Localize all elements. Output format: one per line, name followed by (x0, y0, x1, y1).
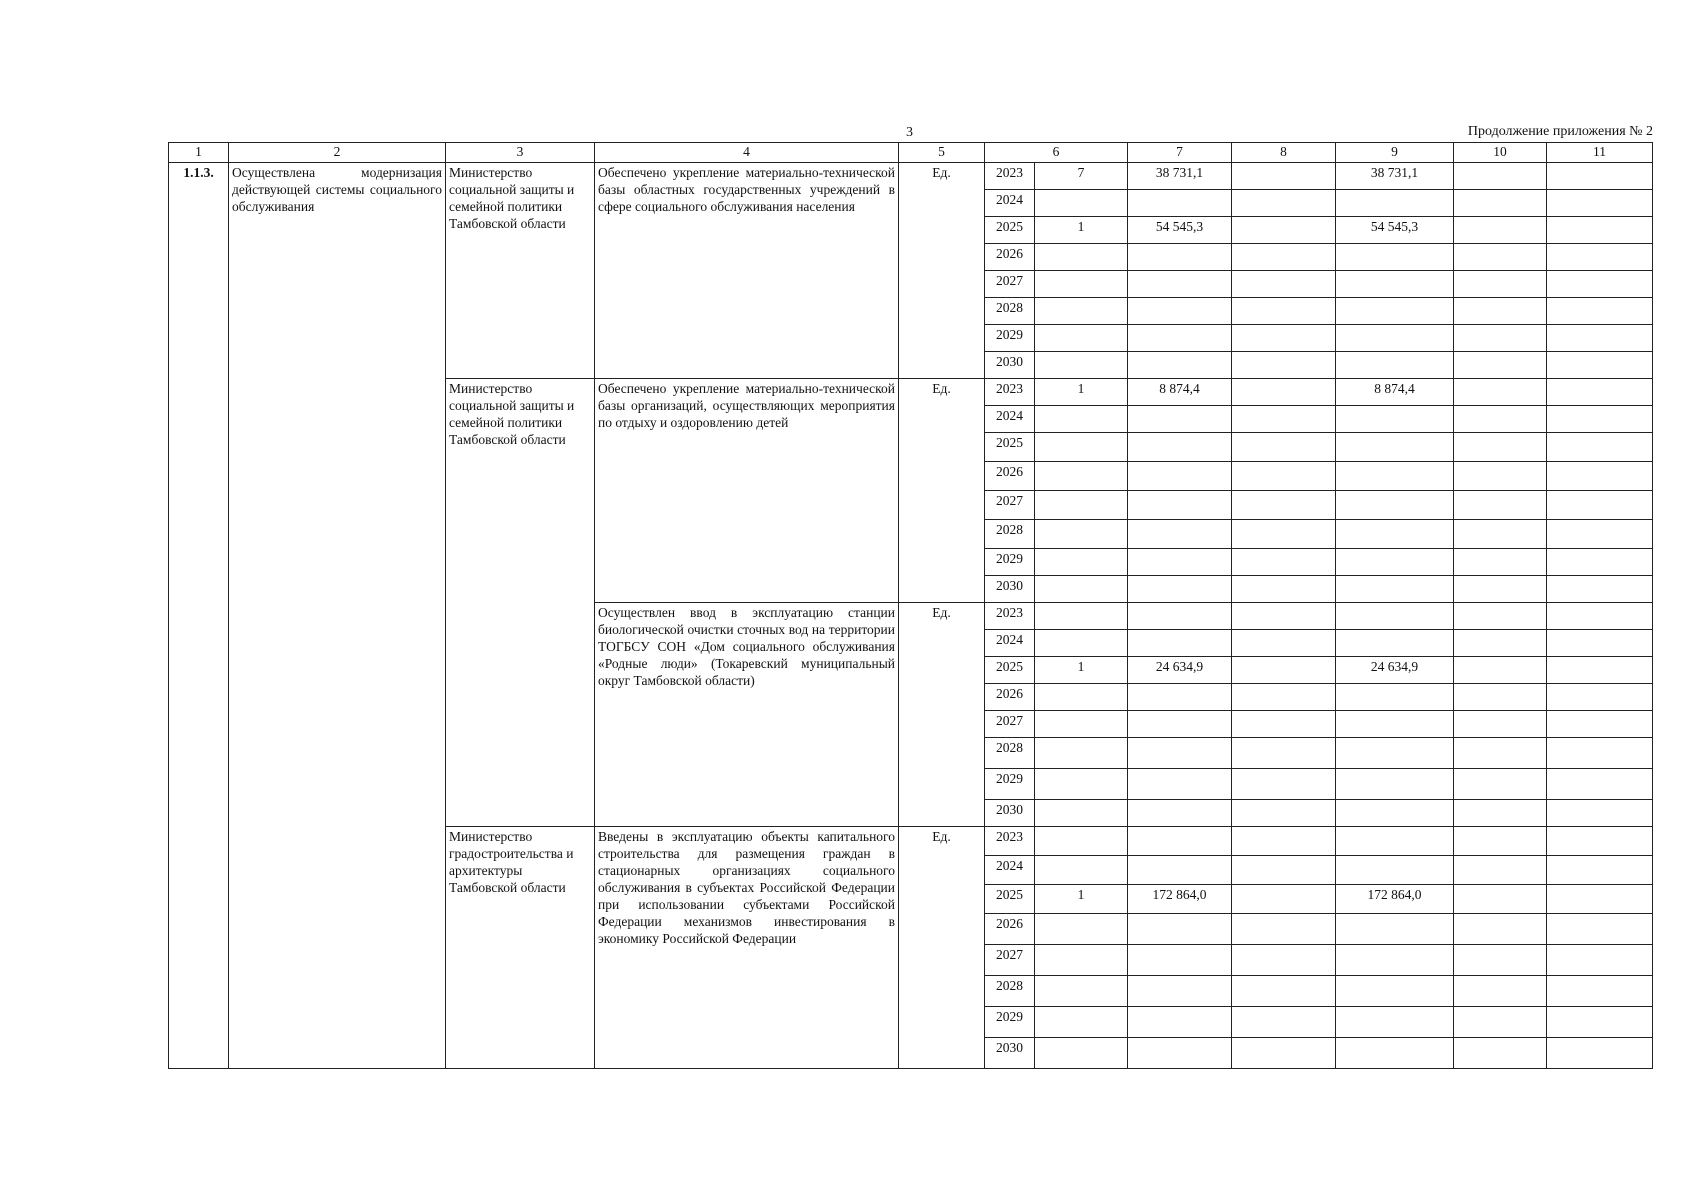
col10-cell (1454, 711, 1547, 738)
col8-cell (1232, 491, 1336, 520)
col7-cell (1128, 856, 1232, 885)
col-header-5: 5 (899, 143, 985, 163)
col11-cell (1547, 800, 1653, 827)
col7-cell (1128, 520, 1232, 549)
col11-cell (1547, 379, 1653, 406)
col10-cell (1454, 244, 1547, 271)
col11-cell (1547, 163, 1653, 190)
col9-cell (1336, 711, 1454, 738)
year-cell: 2026 (985, 462, 1035, 491)
year-cell: 2024 (985, 406, 1035, 433)
col-header-8: 8 (1232, 143, 1336, 163)
col9-cell (1336, 800, 1454, 827)
col11-cell (1547, 576, 1653, 603)
col9-cell: 54 545,3 (1336, 217, 1454, 244)
col7-cell: 38 731,1 (1128, 163, 1232, 190)
col-header-10: 10 (1454, 143, 1547, 163)
year-cell: 2030 (985, 800, 1035, 827)
col-header-4: 4 (595, 143, 899, 163)
col11-cell (1547, 1007, 1653, 1038)
col9-cell (1336, 1007, 1454, 1038)
col9-cell: 172 864,0 (1336, 885, 1454, 914)
col11-cell (1547, 520, 1653, 549)
col8-cell (1232, 406, 1336, 433)
col6-cell (1035, 271, 1128, 298)
col11-cell (1547, 217, 1653, 244)
result-cell: Обеспечено укрепление материально-технической базы организаций, осуществляющих мероприятия по отдыху и оздоровлению детей (595, 379, 899, 603)
col11-cell (1547, 462, 1653, 491)
col6-cell: 7 (1035, 163, 1128, 190)
col11-cell (1547, 885, 1653, 914)
col10-cell (1454, 576, 1547, 603)
col8-cell (1232, 244, 1336, 271)
col6-cell (1035, 406, 1128, 433)
col10-cell (1454, 800, 1547, 827)
program-table (168, 142, 1653, 1069)
col11-cell (1547, 738, 1653, 769)
col10-cell (1454, 406, 1547, 433)
col6-cell (1035, 1038, 1128, 1069)
col8-cell (1232, 549, 1336, 576)
col6-cell (1035, 711, 1128, 738)
col10-cell (1454, 684, 1547, 711)
col-header-11: 11 (1547, 143, 1653, 163)
year-cell: 2026 (985, 914, 1035, 945)
col7-cell (1128, 491, 1232, 520)
year-cell: 2024 (985, 630, 1035, 657)
col11-cell (1547, 827, 1653, 856)
col6-cell: 1 (1035, 379, 1128, 406)
col9-cell (1336, 1038, 1454, 1069)
year-cell: 2027 (985, 271, 1035, 298)
year-cell: 2023 (985, 603, 1035, 630)
col8-cell (1232, 576, 1336, 603)
col6-cell (1035, 976, 1128, 1007)
col-header-2: 2 (229, 143, 446, 163)
col7-cell (1128, 684, 1232, 711)
col-header-1: 1 (169, 143, 229, 163)
col8-cell (1232, 163, 1336, 190)
year-cell: 2030 (985, 1038, 1035, 1069)
col10-cell (1454, 352, 1547, 379)
col6-cell (1035, 491, 1128, 520)
col7-cell (1128, 711, 1232, 738)
col9-cell: 8 874,4 (1336, 379, 1454, 406)
col6-cell (1035, 325, 1128, 352)
col7-cell (1128, 800, 1232, 827)
column-number-row (169, 143, 1653, 163)
col6-cell (1035, 827, 1128, 856)
col8-cell (1232, 800, 1336, 827)
col6-cell: 1 (1035, 657, 1128, 684)
col9-cell (1336, 914, 1454, 945)
col7-cell: 8 874,4 (1128, 379, 1232, 406)
col11-cell (1547, 190, 1653, 217)
col7-cell (1128, 549, 1232, 576)
col9-cell (1336, 769, 1454, 800)
col-header-9: 9 (1336, 143, 1454, 163)
result-cell: Введены в эксплуатацию объекты капитального строительства для размещения граждан в стационарных организациях социального обслуживания в субъектах Российской Федерации при использовании субъектами Российской Федерации механизмов инвестирования в экономику Российской Федерации (595, 827, 899, 1069)
col7-cell (1128, 433, 1232, 462)
year-cell: 2029 (985, 769, 1035, 800)
year-cell: 2023 (985, 379, 1035, 406)
col7-cell (1128, 738, 1232, 769)
col9-cell (1336, 576, 1454, 603)
year-cell: 2025 (985, 657, 1035, 684)
year-cell: 2025 (985, 885, 1035, 914)
col8-cell (1232, 352, 1336, 379)
col8-cell (1232, 217, 1336, 244)
col11-cell (1547, 976, 1653, 1007)
col-header-7: 7 (1128, 143, 1232, 163)
col8-cell (1232, 657, 1336, 684)
col6-cell (1035, 738, 1128, 769)
col10-cell (1454, 379, 1547, 406)
col10-cell (1454, 657, 1547, 684)
row-description: Осуществлена модернизация действующей системы социального обслуживания (229, 163, 446, 1069)
col9-cell (1336, 945, 1454, 976)
col7-cell: 24 634,9 (1128, 657, 1232, 684)
year-cell: 2027 (985, 945, 1035, 976)
col10-cell (1454, 325, 1547, 352)
ministry-cell: Министерство градостроительства и архитектуры Тамбовской области (446, 827, 595, 1069)
year-cell: 2028 (985, 738, 1035, 769)
col8-cell (1232, 271, 1336, 298)
col6-cell (1035, 576, 1128, 603)
col6-cell (1035, 769, 1128, 800)
col11-cell (1547, 856, 1653, 885)
year-cell: 2028 (985, 520, 1035, 549)
col10-cell (1454, 976, 1547, 1007)
year-cell: 2023 (985, 827, 1035, 856)
col10-cell (1454, 769, 1547, 800)
year-cell: 2023 (985, 163, 1035, 190)
col9-cell (1336, 827, 1454, 856)
col6-cell (1035, 856, 1128, 885)
col8-cell (1232, 885, 1336, 914)
col11-cell (1547, 630, 1653, 657)
col7-cell (1128, 576, 1232, 603)
ministry-cell: Министерство социальной защиты и семейной политики Тамбовской области (446, 379, 595, 827)
col6-cell (1035, 352, 1128, 379)
col7-cell (1128, 1038, 1232, 1069)
col8-cell (1232, 433, 1336, 462)
col8-cell (1232, 298, 1336, 325)
col8-cell (1232, 976, 1336, 1007)
col6-cell: 1 (1035, 217, 1128, 244)
col6-cell (1035, 549, 1128, 576)
col9-cell (1336, 976, 1454, 1007)
col8-cell (1232, 630, 1336, 657)
col6-cell (1035, 298, 1128, 325)
year-cell: 2030 (985, 576, 1035, 603)
col11-cell (1547, 244, 1653, 271)
col7-cell (1128, 630, 1232, 657)
col10-cell (1454, 1007, 1547, 1038)
col6-cell (1035, 520, 1128, 549)
unit-cell: Ед. (899, 603, 985, 827)
col8-cell (1232, 945, 1336, 976)
col6-cell (1035, 244, 1128, 271)
col7-cell (1128, 298, 1232, 325)
col7-cell (1128, 406, 1232, 433)
page-number: 3 (906, 125, 913, 140)
col11-cell (1547, 271, 1653, 298)
col6-cell (1035, 945, 1128, 976)
col9-cell (1336, 549, 1454, 576)
continuation-label: Продолжение приложения № 2 (1467, 124, 1653, 139)
year-cell: 2027 (985, 491, 1035, 520)
year-cell: 2026 (985, 244, 1035, 271)
col10-cell (1454, 1038, 1547, 1069)
col9-cell: 24 634,9 (1336, 657, 1454, 684)
year-cell: 2028 (985, 976, 1035, 1007)
col9-cell (1336, 603, 1454, 630)
col10-cell (1454, 217, 1547, 244)
col9-cell (1336, 406, 1454, 433)
col9-cell (1336, 462, 1454, 491)
col9-cell (1336, 244, 1454, 271)
row-number: 1.1.3. (169, 163, 229, 1069)
col7-cell (1128, 945, 1232, 976)
col9-cell (1336, 520, 1454, 549)
col7-cell (1128, 1007, 1232, 1038)
col7-cell (1128, 976, 1232, 1007)
col6-cell (1035, 630, 1128, 657)
col10-cell (1454, 738, 1547, 769)
col10-cell (1454, 603, 1547, 630)
col10-cell (1454, 462, 1547, 491)
col9-cell (1336, 684, 1454, 711)
col8-cell (1232, 603, 1336, 630)
col9-cell (1336, 352, 1454, 379)
col7-cell (1128, 769, 1232, 800)
year-cell: 2030 (985, 352, 1035, 379)
col8-cell (1232, 914, 1336, 945)
col10-cell (1454, 491, 1547, 520)
unit-cell: Ед. (899, 379, 985, 603)
col8-cell (1232, 684, 1336, 711)
col6-cell (1035, 914, 1128, 945)
col9-cell (1336, 738, 1454, 769)
col11-cell (1547, 491, 1653, 520)
year-cell: 2026 (985, 684, 1035, 711)
year-cell: 2029 (985, 549, 1035, 576)
col7-cell: 172 864,0 (1128, 885, 1232, 914)
col11-cell (1547, 684, 1653, 711)
col10-cell (1454, 271, 1547, 298)
ministry-cell: Министерство социальной защиты и семейной политики Тамбовской области (446, 163, 595, 379)
col7-cell (1128, 827, 1232, 856)
col10-cell (1454, 298, 1547, 325)
col9-cell (1336, 491, 1454, 520)
year-cell: 2025 (985, 433, 1035, 462)
col11-cell (1547, 945, 1653, 976)
col10-cell (1454, 549, 1547, 576)
col9-cell (1336, 190, 1454, 217)
year-cell: 2029 (985, 1007, 1035, 1038)
col10-cell (1454, 520, 1547, 549)
col8-cell (1232, 379, 1336, 406)
col6-cell (1035, 462, 1128, 491)
col8-cell (1232, 827, 1336, 856)
col8-cell (1232, 520, 1336, 549)
col8-cell (1232, 1038, 1336, 1069)
col11-cell (1547, 549, 1653, 576)
col7-cell (1128, 271, 1232, 298)
col11-cell (1547, 433, 1653, 462)
col7-cell: 54 545,3 (1128, 217, 1232, 244)
year-cell: 2027 (985, 711, 1035, 738)
col11-cell (1547, 657, 1653, 684)
col9-cell (1336, 271, 1454, 298)
col11-cell (1547, 914, 1653, 945)
col10-cell (1454, 630, 1547, 657)
col10-cell (1454, 885, 1547, 914)
col6-cell (1035, 800, 1128, 827)
col11-cell (1547, 352, 1653, 379)
col10-cell (1454, 433, 1547, 462)
col6-cell (1035, 1007, 1128, 1038)
col8-cell (1232, 325, 1336, 352)
col9-cell (1336, 298, 1454, 325)
col11-cell (1547, 711, 1653, 738)
col11-cell (1547, 406, 1653, 433)
col6-cell (1035, 433, 1128, 462)
col7-cell (1128, 914, 1232, 945)
col10-cell (1454, 190, 1547, 217)
col8-cell (1232, 711, 1336, 738)
year-cell: 2025 (985, 217, 1035, 244)
col11-cell (1547, 603, 1653, 630)
col8-cell (1232, 462, 1336, 491)
col9-cell: 38 731,1 (1336, 163, 1454, 190)
col7-cell (1128, 462, 1232, 491)
col9-cell (1336, 856, 1454, 885)
col6-cell (1035, 190, 1128, 217)
year-cell: 2024 (985, 190, 1035, 217)
col8-cell (1232, 738, 1336, 769)
col10-cell (1454, 914, 1547, 945)
col8-cell (1232, 190, 1336, 217)
year-cell: 2029 (985, 325, 1035, 352)
col-header-6: 6 (985, 143, 1128, 163)
col10-cell (1454, 827, 1547, 856)
col9-cell (1336, 433, 1454, 462)
col11-cell (1547, 769, 1653, 800)
col9-cell (1336, 325, 1454, 352)
col11-cell (1547, 325, 1653, 352)
col10-cell (1454, 163, 1547, 190)
col6-cell (1035, 684, 1128, 711)
col10-cell (1454, 945, 1547, 976)
col7-cell (1128, 190, 1232, 217)
col8-cell (1232, 769, 1336, 800)
table-row (169, 163, 1653, 190)
result-cell: Обеспечено укрепление материально-технической базы областных государственных учреждений в сфере социального обслуживания населения (595, 163, 899, 379)
col6-cell: 1 (1035, 885, 1128, 914)
col10-cell (1454, 856, 1547, 885)
col8-cell (1232, 856, 1336, 885)
col11-cell (1547, 298, 1653, 325)
unit-cell: Ед. (899, 163, 985, 379)
col11-cell (1547, 1038, 1653, 1069)
col7-cell (1128, 352, 1232, 379)
year-cell: 2024 (985, 856, 1035, 885)
table-body (169, 163, 1653, 1069)
col6-cell (1035, 603, 1128, 630)
unit-cell: Ед. (899, 827, 985, 1069)
col9-cell (1336, 630, 1454, 657)
col-header-3: 3 (446, 143, 595, 163)
col8-cell (1232, 1007, 1336, 1038)
col7-cell (1128, 244, 1232, 271)
col7-cell (1128, 325, 1232, 352)
year-cell: 2028 (985, 298, 1035, 325)
col7-cell (1128, 603, 1232, 630)
result-cell: Осуществлен ввод в эксплуатацию станции биологической очистки сточных вод на территории ТОГБСУ СОН «Дом социального обслуживания «Родные люди» (Токаревский муниципальный округ Тамбовской области) (595, 603, 899, 827)
